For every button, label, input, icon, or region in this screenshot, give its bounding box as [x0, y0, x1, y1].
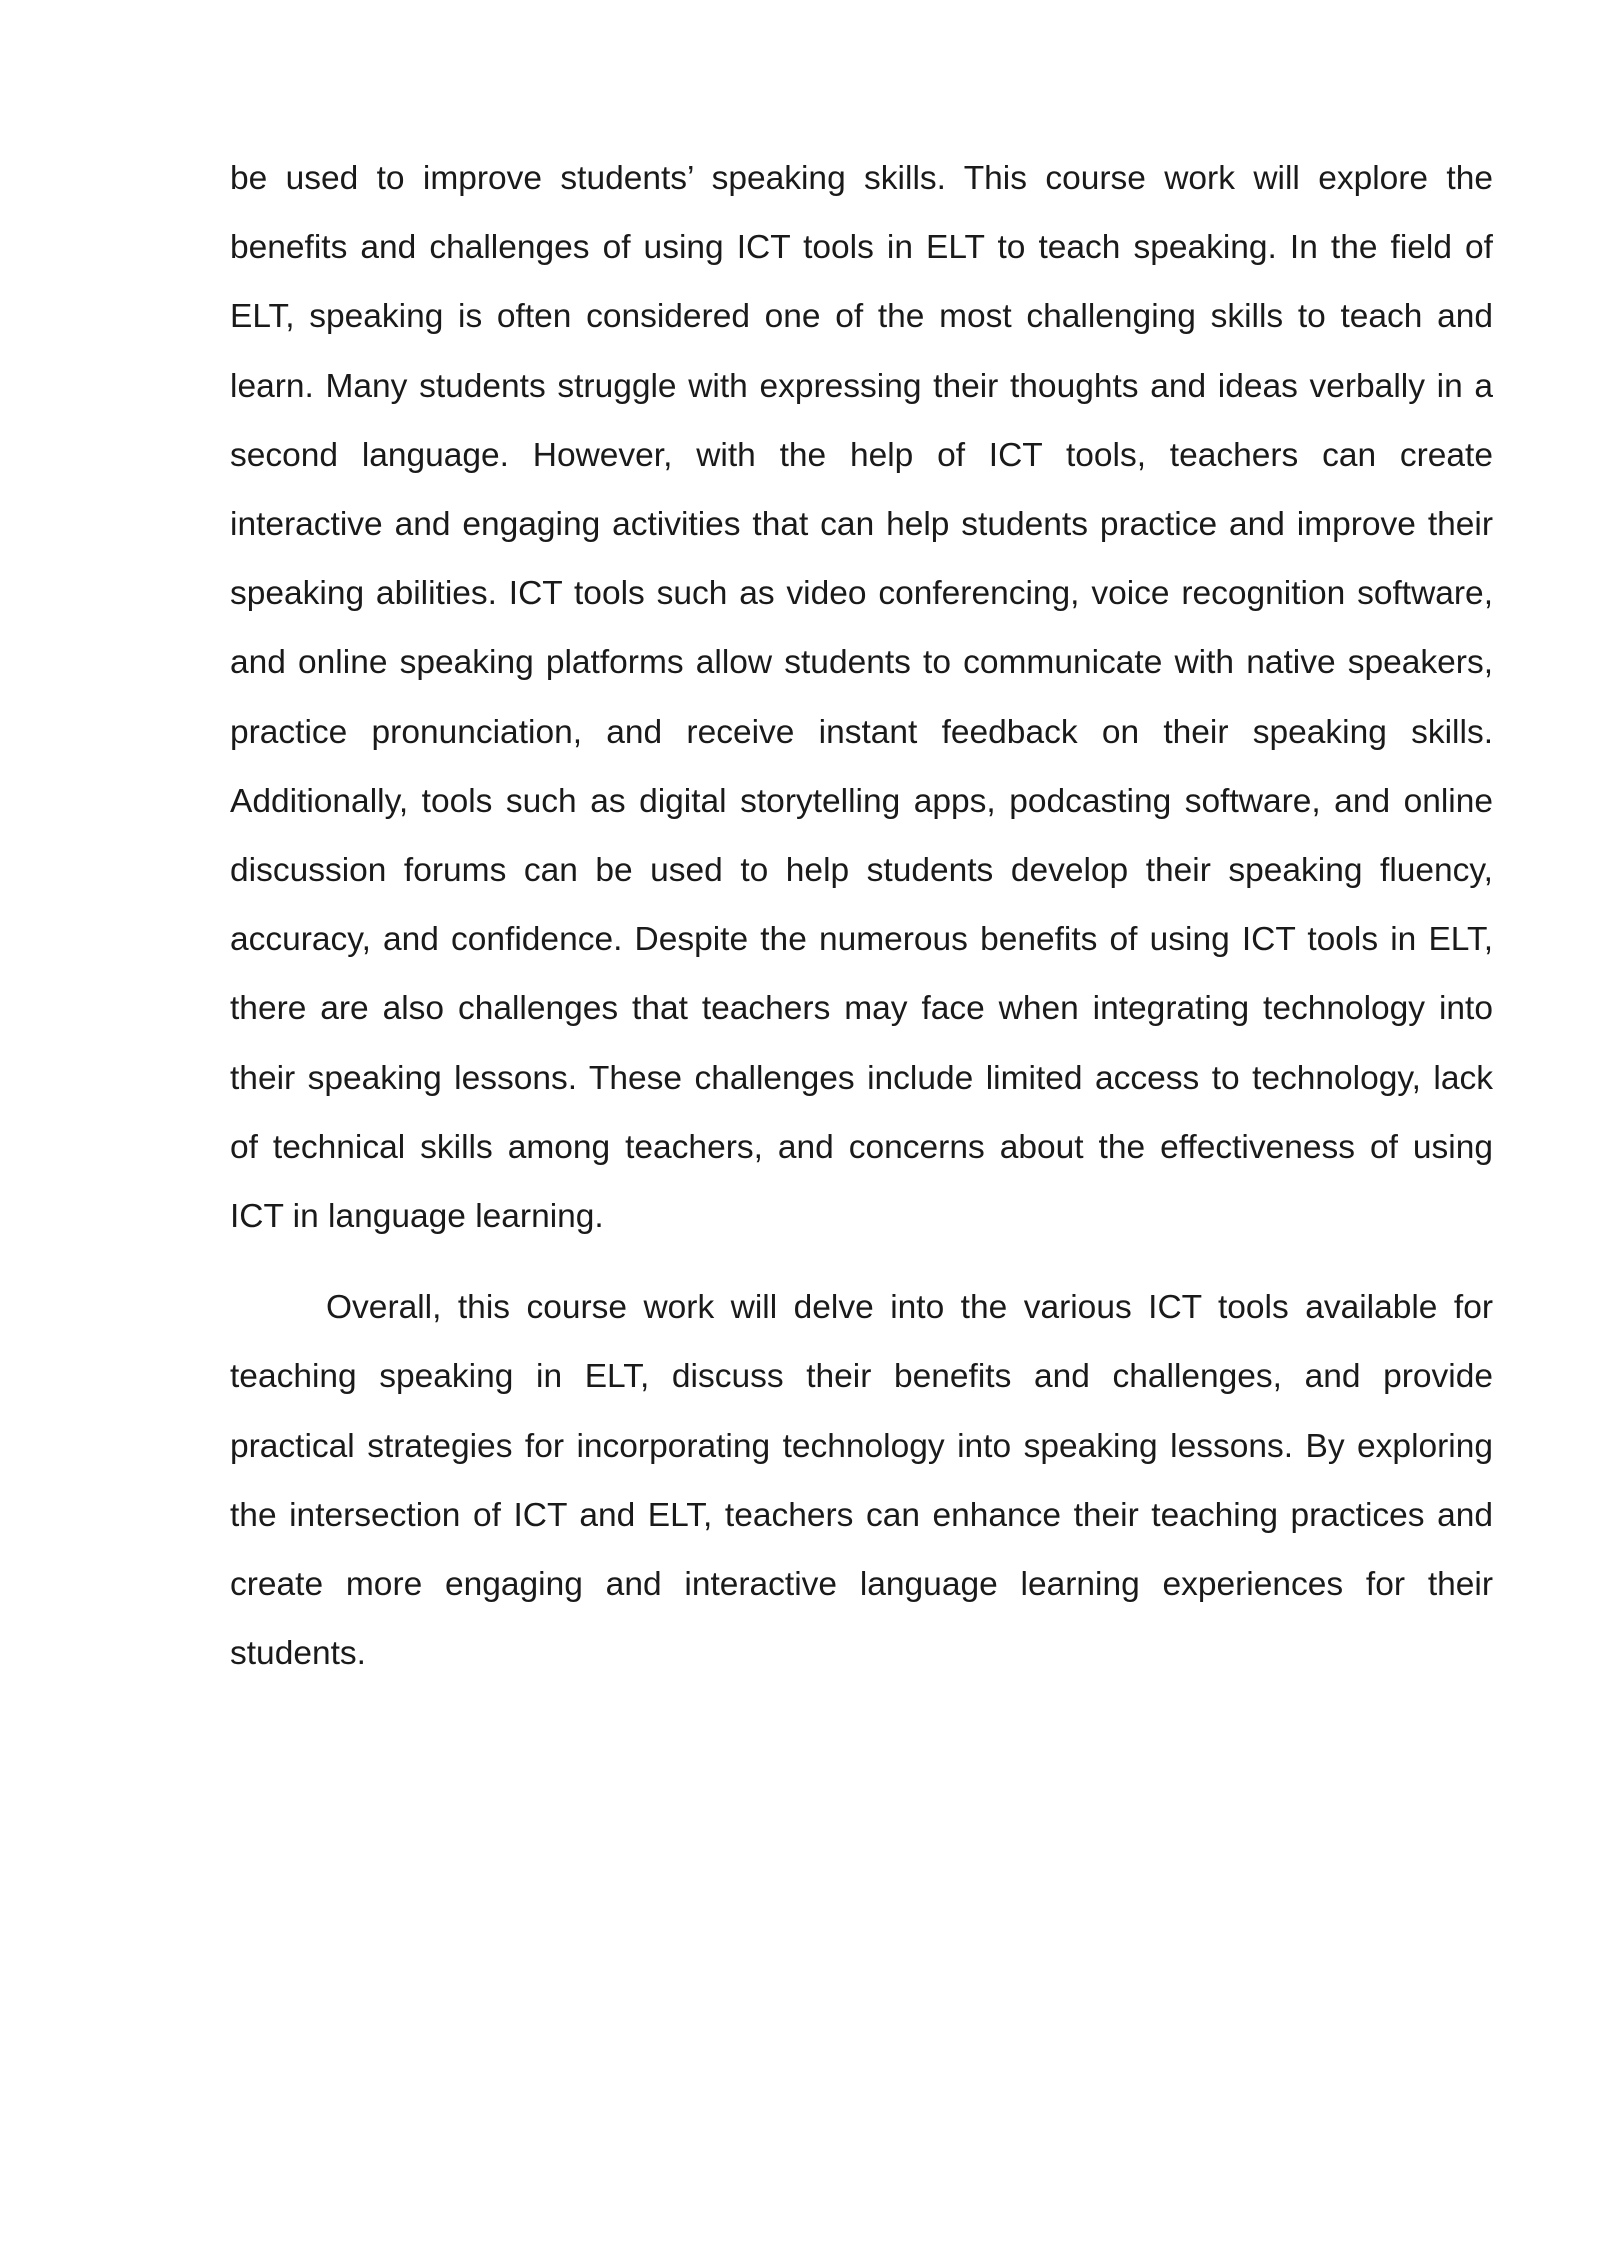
- body-text: [230, 144, 1493, 1688]
- paragraph-1: be used to improve students’ speaking skills. This course work will explore the benefits and challenges of using ICT tools in ELT to teach speaking. In the field of ELT, speaking is often considered one of the most challenging skills to teach and learn. Many students struggle with expressing their thoughts and ideas verbally in a second language. However, with the help of ICT tools, teachers can create interactive and engaging activities that can help students practice and improve their speaking abilities. ICT tools such as video conferencing, voice recognition software, and online speaking platforms allow students to communicate with native speakers, practice pronunciation, and receive instant feedback on their speaking skills. Additionally, tools such as digital storytelling apps, podcasting software, and online discussion forums can be used to help students develop their speaking fluency, accuracy, and confidence. Despite the numerous benefits of using ICT tools in ELT, there are also challenges that teachers may face when integrating technology into their speaking lessons. These challenges include limited access to technology, lack of technical skills among teachers, and concerns about the effectiveness of using ICT in language learning.: [230, 160, 1493, 1236]
- paragraph-2: Overall, this course work will delve into the various ICT tools available for teaching speaking in ELT, discuss their benefits and challenges, and provide practical strategies for incorporating technology into speaking lessons. By exploring the intersection of ICT and ELT, teachers can enhance their teaching practices and create more engaging and interactive language learning experiences for their students.: [230, 1289, 1493, 1673]
